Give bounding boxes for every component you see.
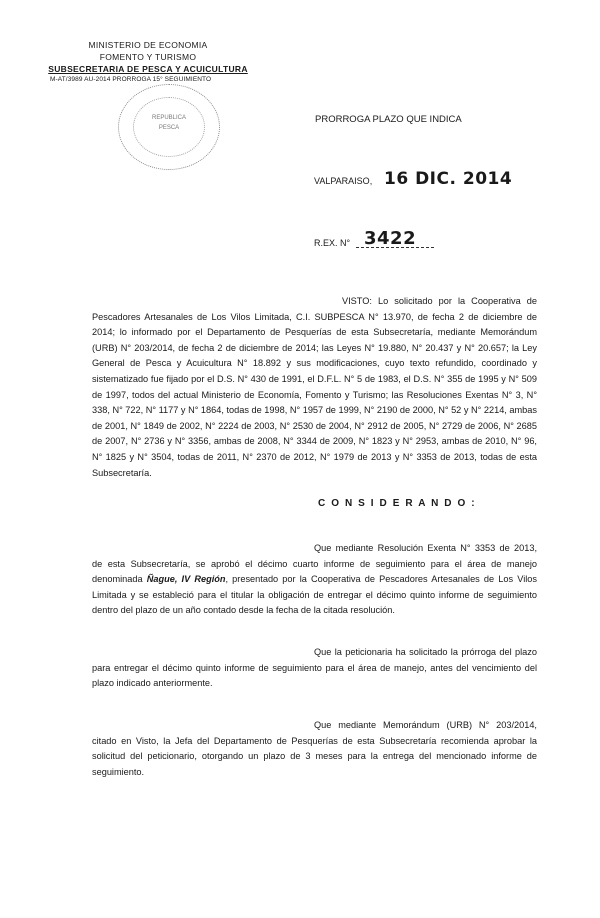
official-seal bbox=[118, 84, 220, 170]
document-subject: PRORROGA PLAZO QUE INDICA bbox=[315, 114, 462, 125]
date-stamp: 16 DIC. 2014 bbox=[384, 169, 513, 189]
seal-text-top: REPUBLICA bbox=[151, 115, 186, 121]
area-name: Ñague, IV Región bbox=[146, 574, 226, 585]
visto-label: VISTO: bbox=[342, 296, 372, 306]
considerando-title: C O N S I D E R A N D O : bbox=[318, 498, 477, 509]
resolution-label: R.EX. N° bbox=[314, 238, 351, 248]
ministry-name: MINISTERIO DE ECONOMIA bbox=[88, 40, 208, 50]
considerando-1-text-b: , presentado por la Cooperativa de Pescadores Artesanales de Los Vilos Limitada y se estableció para el titular la obligación de entregar el décimo quinto informe de seguimiento dentro del plazo de un año contado desde la fecha de la citada resolución. bbox=[92, 574, 538, 616]
considerando-1-text-a: Que mediante Resolución Exenta N° 3353 de 2013, de esta Subsecretaría, se aprobó el décimo cuarto informe de seguimiento para el área de manejo denominada bbox=[92, 543, 537, 585]
subsecretaria-name: SUBSECRETARIA DE PESCA Y ACUICULTURA bbox=[48, 64, 248, 74]
reference-code: M-AT/3989 AU-2014 PRORROGA 15° SEGUIMIENTO bbox=[50, 76, 212, 83]
place-label: VALPARAISO, bbox=[314, 176, 373, 186]
visto-text: Lo solicitado por la Cooperativa de Pescadores Artesanales de Los Vilos Limitada, C.I. SUBPESCA N° 13.970, de fecha 2 de diciembre de 2014; lo informado por el Departamento de Pesquerías de esta Subsecretaría, mediante Memorándum (URB) N° 203/2014, de fecha 2 de diciembre de 2014; las Leyes N° 19.880, N° 20.437 y N° 20.657; la Ley General de Pesca y Acuicultura N° 18.892 y sus modificaciones, cuyo texto refundido, coordinado y sistematizado fue fijado por el D.S. N° 430 de 1991, el D.F.L. N° 5 de 1983, el D.S. N° 355 de 1995 y N° 509 de 1997, todos del actual Ministerio de Economía, Fomento y Turismo; las Resoluciones Exentas N° 3, N° 338, N° 722, N° 1177 y N° 1864, todas de 1998, N° 1957 de 1999, N° 2190 de 2000, N° 52 y N° 2214, ambas de 2001, N° 1849 de 2002, N° 2224 de 2003, N° 2530 de 2004, N° 2912 de 2005, N° 2729 de 2006, N° 2685 de 2007, N° 2736 y N° 3356, ambas de 2008, N° 3344 de 2009, N° 1823 y N° 2953, ambas de 2010, N° 96, N° 1825 y N° 3504, todas de 2011, N° 2370 de 2012, N° 1979 de 2013 y N° 3353 de 2013, todas de esta Subsecretaría. bbox=[92, 296, 537, 478]
seal-text-bottom: PESCA bbox=[158, 125, 180, 131]
considerando-paragraph-1 bbox=[92, 541, 537, 619]
resolution-number: 3422 bbox=[364, 228, 417, 249]
resolution-underline bbox=[356, 247, 434, 248]
visto-paragraph bbox=[92, 294, 537, 481]
considerando-paragraph-3: Que mediante Memorándum (URB) N° 203/2014, citado en Visto, la Jefa del Departamento de Pesquerías de esta Subsecretaría recomienda aprobar la solicitud del peticionario, otorgando un plazo de 3 meses para la entrega del mencionado informe de seguimiento. bbox=[92, 720, 537, 777]
considerando-paragraph-2: Que la peticionaria ha solicitado la prórroga del plazo para entregar el décimo quinto informe de seguimiento para el área de manejo, antes del vencimiento del plazo indicado anteriormente. bbox=[92, 647, 537, 689]
department-name: FOMENTO Y TURISMO bbox=[99, 52, 197, 62]
